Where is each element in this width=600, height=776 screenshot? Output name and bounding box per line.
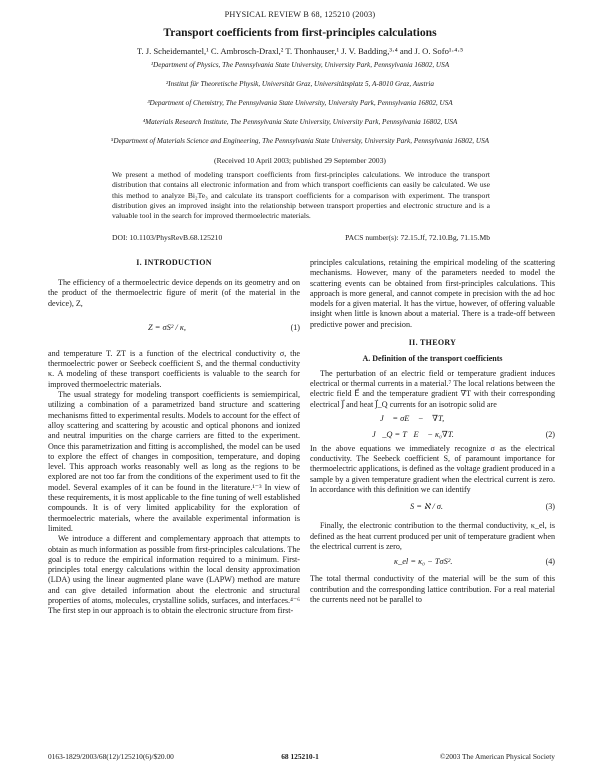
abstract: We present a method of modeling transport coefficients from first-principles calculations. We introduce the transport distribution that contains all electronic information and from which transport coefficients can easily be calculated. We use this method to analyze Bi₂Te₃ and calculate its transport coefficients for a comparison with experiment. The transport distribution gives an improved insight into the relationship between transport properties and electronic structure and is a valuable tool in the search for improved thermoelectric materials. bbox=[112, 170, 490, 221]
affiliation-2: ²Institut für Theoretische Physik, Universität Graz, Universitätsplatz 5, A-8010 Graz, Austria bbox=[166, 80, 434, 88]
affiliation-4: ⁴Materials Research Institute, The Pennsylvania State University, University Park, Pennsylvania 16802, USA bbox=[142, 118, 458, 126]
intro-paragraph-2: and temperature T. ZT is a function of the electrical conductivity σ, the thermoelectric power or Seebeck coefficient S, and the thermal conductivity κ. A modeling of these transport coefficients is valuable to the search for improved thermoelectric materials. bbox=[48, 348, 300, 389]
equation-1-number: (1) bbox=[290, 322, 300, 332]
theory-paragraph-2: In the above equations we immediately recognize σ as the electrical conductivity. The Seebeck coefficient S, of paramount importance for thermoelectric applications, is defined as the voltage gradient produced in a sample by a given temperature gradient when the electrical current is zero. In accordance with this definition we can identify bbox=[310, 443, 555, 495]
equation-3: S = ℵ / σ. bbox=[410, 502, 444, 512]
intro-paragraph-4: We introduce a different and complementary approach that attempts to obtain as much information as possible from first-principles calculations. The goal is to reduce the empirical information required to a minimum. First-principles total energy calculations within the local density approximation (LDA) using the linear augmented plane wave (LAPW) method are mature and can give detailed information about the electronic and structural properties of atoms, molecules, crystalline solids, surfaces, and interfaces.⁴⁻⁶ The first step in our approach is to obtain the electronic structure from first- bbox=[48, 534, 300, 616]
affiliation-3: ³Department of Chemistry, The Pennsylvania State University, University Park, Pennsylvania 16802, USA bbox=[147, 99, 453, 107]
equation-3-number: (3) bbox=[545, 502, 555, 512]
right-column bbox=[310, 258, 555, 605]
theory-paragraph-3: Finally, the electronic contribution to the thermal conductivity, κ_el, is defined as the heat current produced per unit of temperature gradient when the electrical current is zero, bbox=[310, 521, 555, 551]
equation-2b: J⃗_Q = TℵE⃗ − κ₀∇T. bbox=[372, 429, 454, 439]
intro-paragraph-1: The efficiency of a thermoelectric device depends on its geometry and on the product of the thermoelectric figure of merit (of the material in the device), Z, bbox=[48, 278, 300, 308]
footer-copyright: ©2003 The American Physical Society bbox=[439, 752, 555, 761]
equation-4-number: (4) bbox=[545, 557, 555, 567]
doi: DOI: 10.1103/PhysRevB.68.125210 bbox=[112, 233, 223, 242]
equation-2-number: (2) bbox=[545, 429, 555, 439]
received-date: (Received 10 April 2003; published 29 September 2003) bbox=[214, 156, 386, 165]
journal-header: PHYSICAL REVIEW B 68, 125210 (2003) bbox=[224, 10, 376, 19]
section-heading-theory: II. THEORY bbox=[408, 338, 457, 348]
paper-title: Transport coefficients from first-principles calculations bbox=[163, 26, 437, 39]
footer-page-number: 68 125210-1 bbox=[281, 752, 319, 761]
subsection-heading-definition: A. Definition of the transport coefficients bbox=[362, 354, 503, 364]
intro-paragraph-continued: principles calculations, retaining the empirical modeling of the scattering mechanisms. However, many of the parameters needed to model the scattering events can be obtained from first-principles calculations. This approach is more general, and cannot compete in precision with the ad hoc models for a given material. It has the virtue, however, of offering valuable insight when little is known about a material. There is a trade-off between predictive power and precision. bbox=[310, 258, 555, 329]
equation-1-block bbox=[48, 309, 300, 349]
left-column bbox=[48, 278, 300, 617]
equation-2-block bbox=[310, 410, 555, 444]
equation-2a: J⃗ = σE⃗ − ℵ∇T, bbox=[380, 413, 445, 423]
intro-paragraph-3: The usual strategy for modeling transport coefficients is semiempirical, utilizing a combination of a parametrized band structure and scattering mechanisms fitted to experimental results. Models to account for the effect of alloy scattering and scattering by acoustic and optical phonons and ionized and neutral impurities on the charge carriers are fitted to the experiment. Once this parametrization and fitting is accomplished, the model can be used to explore the effect of changes in composition, temperature, and doping level. This approach works reasonably well as long as the regions to be explored are not too far from the conditions of the experiment used to fit the model. Several examples of it can be found in the literature.¹⁻³ In view of these requirements, it is most applicable to the fine tuning of well established compounds. It is of very limited applicability for the exploration of thermoelectric materials, where the available experimental information is limited. bbox=[48, 390, 300, 533]
equation-3-block bbox=[310, 495, 555, 521]
pacs-numbers: PACS number(s): 72.15.Jf, 72.10.Bg, 71.15.Mb bbox=[345, 233, 490, 242]
equation-1: Z = σS² / κ, bbox=[148, 322, 186, 332]
equation-4-block bbox=[310, 552, 555, 574]
theory-paragraph-4: The total thermal conductivity of the material will be the sum of this contribution and the corresponding lattice contribution. For a real material the currents need not be parallel to bbox=[310, 574, 555, 604]
affiliation-5: ⁵Department of Materials Science and Engineering, The Pennsylvania State University, University Park, Pennsylvania 16802, USA bbox=[110, 137, 490, 145]
theory-paragraph-1: The perturbation of an electric field or temperature gradient induces electrical or thermal currents in a material.⁷ The local relations between the electric field E⃗ and the temperature gradient ∇T with their corresponding electrical J⃗ and heat J⃗_Q currents for an isotropic solid are bbox=[310, 368, 555, 409]
equation-4: κ_el = κ₀ − TσS². bbox=[394, 557, 453, 567]
affiliation-1: ¹Department of Physics, The Pennsylvania State University, University Park, Pennsylvania 16802, USA bbox=[150, 61, 450, 69]
footer-identifier: 0163-1829/2003/68(12)/125210(6)/$20.00 bbox=[48, 752, 174, 761]
section-heading-introduction: I. INTRODUCTION bbox=[136, 258, 212, 267]
author-list: T. J. Scheidemantel,¹ C. Ambrosch-Draxl,² T. Thonhauser,¹ J. V. Badding,³·⁴ and J. O. Sofo¹·⁴·⁵ bbox=[136, 46, 464, 56]
